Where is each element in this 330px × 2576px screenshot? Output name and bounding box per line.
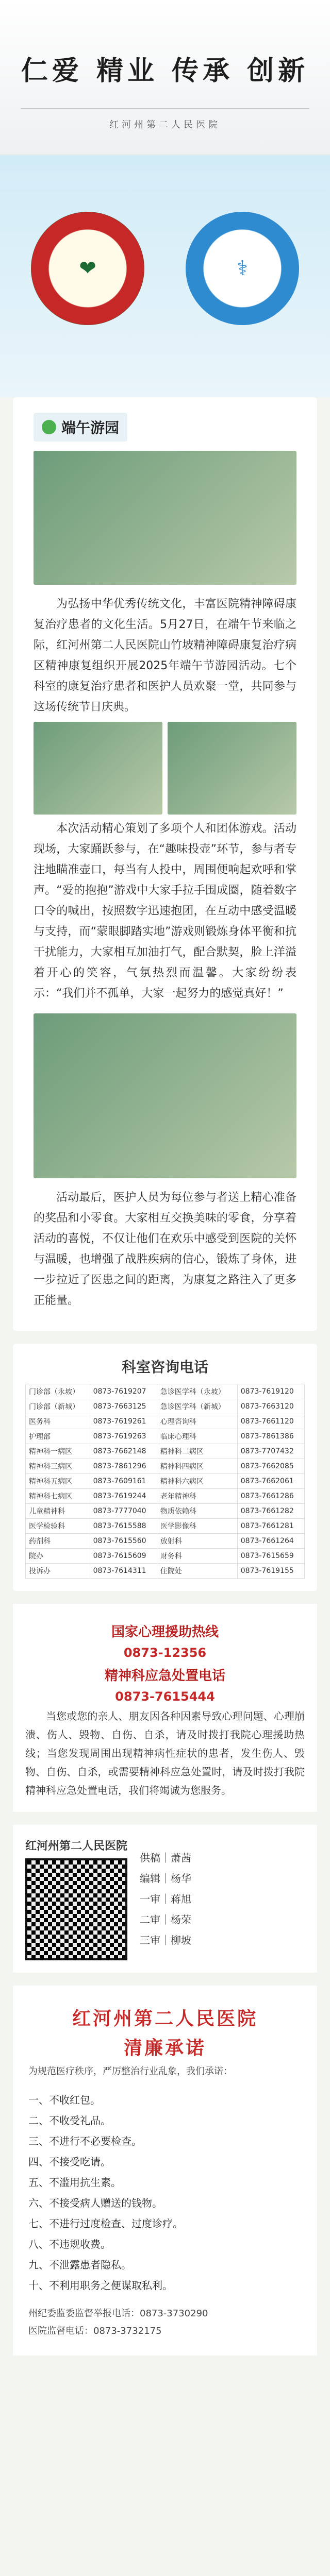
staff-list [140,1848,191,1951]
paragraph: 为弘扬中华优秀传统文化，丰富医院精神障碍康复治疗患者的文化生活。5月27日，在端午节来临之际，红河州第二人民医院山竹坡精神障碍康复治疗病区精神康复组织开展2025年端午节游园活动。七个科室的康复治疗患者和医护人员欢聚一堂，共同参与这场传统节日庆典。 [34,598,296,714]
phone-number-cell[interactable]: 0873-7661120 [237,1414,304,1429]
hotline-number[interactable]: 0873-12356 [123,1646,207,1660]
phone-number-cell[interactable]: 0873-7661281 [237,1519,304,1534]
phone-number-cell[interactable]: 0873-7661264 [237,1534,304,1549]
section-title-text: 端午游园 [61,419,120,436]
department-cell: 门诊部（永坡） [26,1384,90,1399]
contacts-card [13,1344,317,1591]
caduceus-icon: ⚕ [237,257,248,280]
department-cell: 精神科五病区 [26,1474,90,1489]
brand-title: 红河州第二人民医院 [25,1840,128,1853]
emergency-number[interactable]: 0873-7615444 [115,1689,215,1704]
department-cell: 物质依赖科 [157,1504,237,1519]
promise-item: 三、不进行不必要检查。 [28,2135,142,2147]
photo-pair [34,722,296,815]
phone-number-cell[interactable]: 0873-7861386 [237,1429,304,1444]
footer-card [13,1825,317,1973]
department-cell: 老年精神科 [157,1489,237,1504]
phone-number-cell[interactable]: 0873-7619120 [237,1384,304,1399]
table-row [26,1459,305,1474]
phone-number-cell[interactable]: 0873-7619207 [90,1384,157,1399]
medical-emblem [186,212,299,325]
phone-number-cell[interactable]: 0873-7661286 [237,1489,304,1504]
phone-number-cell[interactable]: 0873-7662061 [237,1474,304,1489]
phone-number-cell[interactable]: 0873-7615609 [90,1549,157,1564]
table-row [26,1534,305,1549]
table-row [26,1564,305,1579]
slogan: 仁爱 精业 传承 创新 [21,55,309,87]
phone-number-cell[interactable]: 0873-7615588 [90,1519,157,1534]
phone-number-cell[interactable]: 0873-7619261 [90,1414,157,1429]
hospital-subtitle: 红河州第二人民医院 [109,120,221,130]
promise-item: 八、不违规收费。 [28,2238,111,2250]
promise-item: 五、不滥用抗生素。 [28,2176,121,2189]
phone-number-cell[interactable]: 0873-7619263 [90,1429,157,1444]
event-photo [34,1013,296,1178]
department-cell: 急诊医学科（永坡） [157,1384,237,1399]
table-row [26,1414,305,1429]
phone-number-cell[interactable]: 0873-7662085 [237,1459,304,1474]
section-title [34,413,127,442]
table-row [26,1399,305,1414]
staff-item: 供稿｜萧茜 [140,1851,192,1864]
promise-item: 十、不利用职务之便谋取私利。 [28,2279,173,2292]
phone-number-cell[interactable]: 0873-7615560 [90,1534,157,1549]
department-cell: 心理咨询科 [157,1414,237,1429]
department-cell: 投诉办 [26,1564,90,1579]
badges-area [0,155,330,397]
department-cell: 放射科 [157,1534,237,1549]
hospital-emblem [31,212,144,325]
department-cell: 门诊部（新城） [26,1399,90,1414]
article-card [13,397,317,1331]
promise-title: 红河州第二人民医院 [72,2008,258,2029]
event-photo [168,722,296,815]
promise-subtitle: 清廉承诺 [123,2038,206,2059]
promise-intro: 为规范医疗秩序，严厉整治行业乱象，我们承诺： [28,2066,233,2077]
department-cell: 医学检验科 [26,1519,90,1534]
emergency-title: 精神科应急处置电话 [104,1668,225,1684]
department-cell: 医务科 [26,1414,90,1429]
table-row [26,1429,305,1444]
department-cell: 护理部 [26,1429,90,1444]
qr-code[interactable] [25,1858,127,1960]
phone-number-cell[interactable]: 0873-7615659 [237,1549,304,1564]
promise-list [28,2090,302,2296]
hotline-card [13,1604,317,1812]
promise-item: 四、不接受吃请。 [28,2156,111,2168]
staff-item: 一审｜蒋旭 [140,1892,192,1905]
phone-table [25,1384,305,1579]
paragraph: 本次活动精心策划了多项个人和团体游戏。活动现场，大家踊跃参与，在“趣味投壶”环节，参与者专注地瞄准壶口，每当有人投中，周围便响起欢呼和掌声。“爱的抱抱”游戏中大家手拉手围成圈，随着数字口令的喊出，按照数字迅速抱团，在互动中感受温暖与支持，而“蒙眼脚踏实地”游戏则锻炼身体平衡和抗干扰能力，大家相互加油打气，配合默契，脸上洋溢着开心的笑容，气氛热烈而温馨。大家纷纷表示：“我们并不孤单，大家一起努力的感觉真好！” [34,822,296,1000]
phone-number-cell[interactable]: 0873-7707432 [237,1444,304,1459]
event-photo [34,451,296,585]
department-cell: 精神科七病区 [26,1489,90,1504]
event-photo [34,722,162,815]
promise-item: 二、不收受礼品。 [28,2114,111,2127]
page-header [0,0,330,155]
table-row [26,1474,305,1489]
hotline-title: 国家心理援助热线 [111,1624,219,1640]
department-cell: 院办 [26,1549,90,1564]
phone-number-cell[interactable]: 0873-7663125 [90,1399,157,1414]
phone-number-cell[interactable]: 0873-7609161 [90,1474,157,1489]
brand-block [25,1837,127,1960]
phone-number-cell[interactable]: 0873-7777040 [90,1504,157,1519]
phone-number-cell[interactable]: 0873-7662148 [90,1444,157,1459]
paragraph: 活动最后，医护人员为每位参与者送上精心准备的奖品和小零食。大家相互交换美味的零食，分享着活动的喜悦，不仅让他们在欢乐中感受到医院的关怀与温暖，也增强了战胜疾病的信心，锻炼了身体，进一步拉近了医患之间的距离，为康复之路注入了更多正能量。 [34,1191,296,1307]
table-row [26,1519,305,1534]
hospital-phone: 医院监督电话：0873-3732175 [28,2326,162,2336]
staff-item: 三审｜柳坡 [140,1934,192,1946]
phone-number-cell[interactable]: 0873-7619244 [90,1489,157,1504]
promise-card [13,1986,317,2355]
hotline-body: 当您或您的亲人、朋友因各种因素导致心理问题、心理崩溃、伤人、毁物、自伤、自杀，请及时拨打我院心理援助热线；当您发现周围出现精神病性症状的患者，发生伤人、毁物、自伤、自杀，或需要精神科应急处置时，请及时拨打我院精神科应急处置电话，我们将竭诚为您服务。 [25,1710,305,1797]
department-cell: 财务科 [157,1549,237,1564]
table-row [26,1504,305,1519]
promise-item: 六、不接受病人赠送的钱物。 [28,2197,162,2209]
phone-number-cell[interactable]: 0873-7861296 [90,1459,157,1474]
department-cell: 精神科六病区 [157,1474,237,1489]
staff-item: 二审｜杨荣 [140,1913,192,1926]
table-row [26,1489,305,1504]
table-row [26,1384,305,1399]
divider [21,108,309,109]
contacts-title: 科室咨询电话 [121,1359,208,1376]
phone-number-cell[interactable]: 0873-7663120 [237,1399,304,1414]
promise-item: 一、不收红包。 [28,2094,101,2106]
phone-number-cell[interactable]: 0873-7619155 [237,1564,304,1579]
leaf-icon [42,420,56,434]
phone-number-cell[interactable]: 0873-7614311 [90,1564,157,1579]
department-cell: 住院处 [157,1564,237,1579]
department-cell: 精神科一病区 [26,1444,90,1459]
department-cell: 精神科二病区 [157,1444,237,1459]
supervise-phone: 州纪委监委监督举报电话：0873-3730290 [28,2308,208,2319]
department-cell: 急诊医学科（新城） [157,1399,237,1414]
table-row [26,1444,305,1459]
department-cell: 医学影像科 [157,1519,237,1534]
promise-item: 九、不泄露患者隐私。 [28,2259,131,2271]
staff-item: 编辑｜杨华 [140,1872,192,1885]
department-cell: 精神科四病区 [157,1459,237,1474]
department-cell: 儿童精神科 [26,1504,90,1519]
phone-number-cell[interactable]: 0873-7661282 [237,1504,304,1519]
department-cell: 药剂科 [26,1534,90,1549]
department-cell: 临床心理科 [157,1429,237,1444]
promise-item: 七、不进行过度检查、过度诊疗。 [28,2217,183,2230]
heart-icon: ❤ [79,257,96,280]
department-cell: 精神科三病区 [26,1459,90,1474]
table-row [26,1549,305,1564]
